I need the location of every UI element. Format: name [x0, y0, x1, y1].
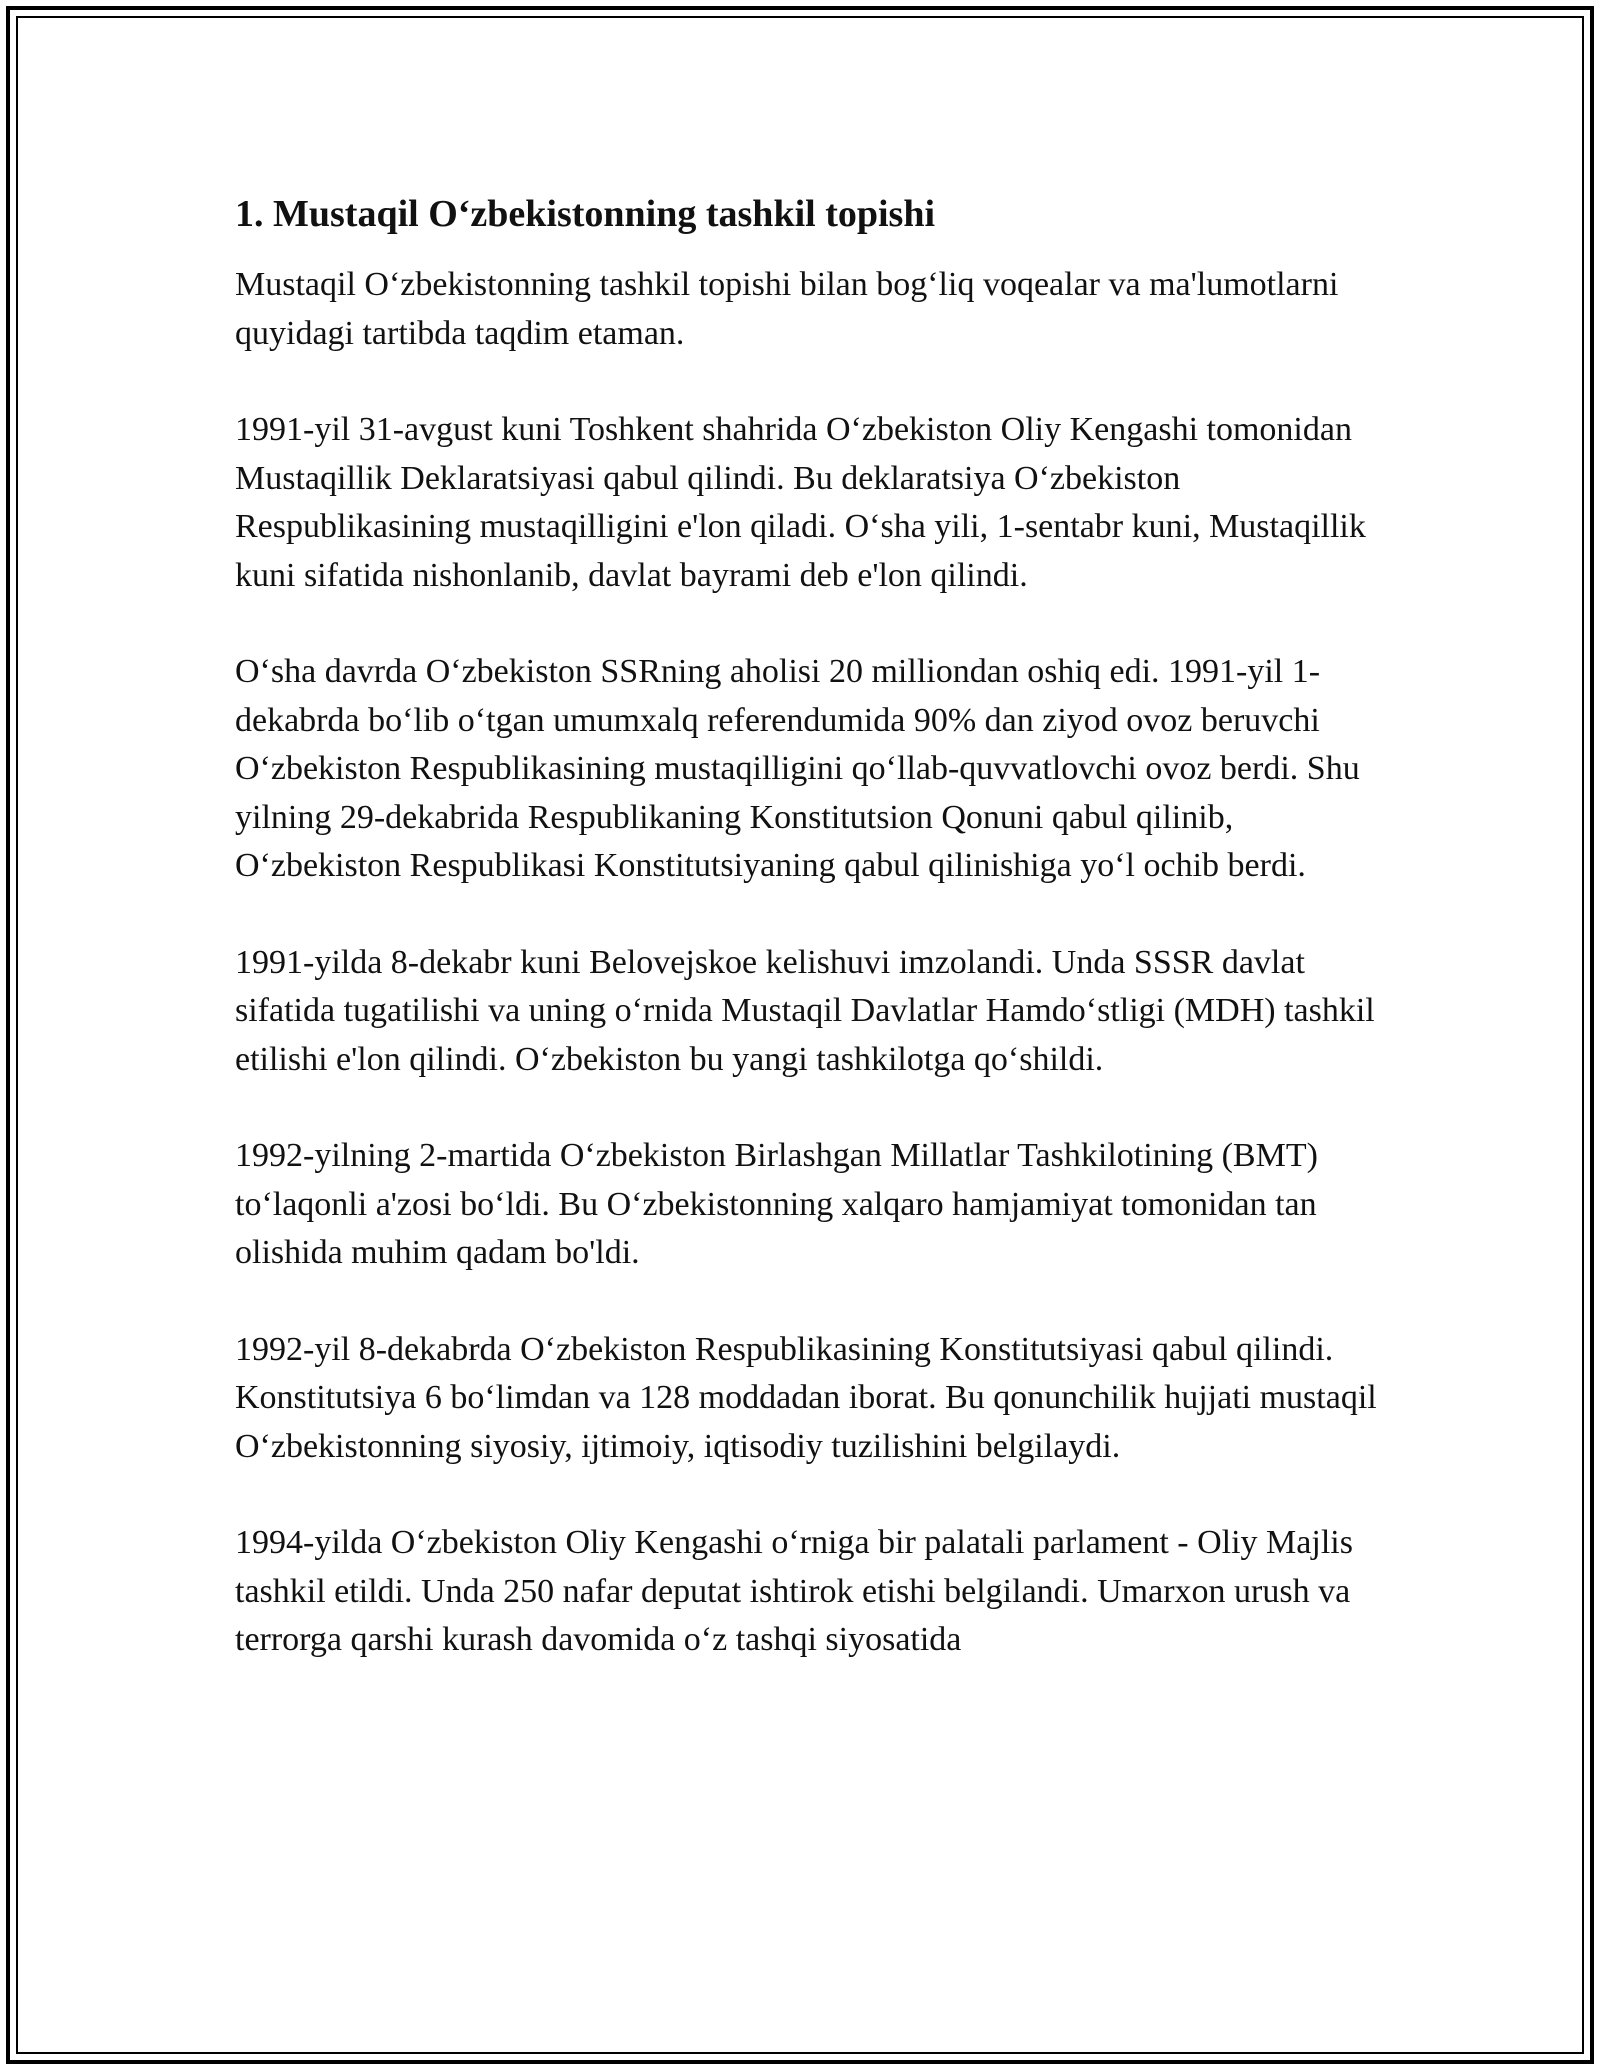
document-heading: 1. Mustaqil O‘zbekistonning tashkil topishi	[235, 193, 936, 235]
document-body	[235, 185, 1385, 1713]
paragraph-constitution: 1992-yil 8-dekabrda O‘zbekiston Respublikasining Konstitutsiyasi qabul qilindi. Konstitutsiya 6 bo‘limdan va 128 moddadan iborat. Bu qonunchilik hujjati mustaqil O‘zbekistonning siyosiy, ijtimoiy, iqtisodiy tuzilishini belgilaydi.	[235, 1330, 1377, 1465]
paragraph-intro: Mustaqil O‘zbekistonning tashkil topishi bilan bog‘liq voqealar va ma'lumotlarni quyidagi tartibda taqdim etaman.	[235, 266, 1339, 352]
paragraph-referendum: O‘sha davrda O‘zbekiston SSRning aholisi 20 milliondan oshiq edi. 1991-yil 1-dekabrda bo‘lib o‘tgan umumxalq referendumida 90% dan ziyod ovoz beruvchi O‘zbekiston Respublikasining mustaqilligini qo‘llab-quvvatlovchi ovoz berdi. Shu yilning 29-dekabrida Respublikaning Konstitutsion Qonuni qabul qilinib, O‘zbekiston Respublikasi Konstitutsiyaning qabul qilinishiga yo‘l ochib berdi.	[235, 653, 1360, 884]
paragraph-belovejskoe: 1991-yilda 8-dekabr kuni Belovejskoe kelishuvi imzolandi. Unda SSSR davlat sifatida tugatilishi va uning o‘rnida Mustaqil Davlatlar Hamdo‘stligi (MDH) tashkil etilishi e'lon qilindi. O‘zbekiston bu yangi tashkilotga qo‘shildi.	[235, 943, 1375, 1078]
paragraph-oliy-majlis: 1994-yilda O‘zbekiston Oliy Kengashi o‘rniga bir palatali parlament - Oliy Majlis tashkil etildi. Unda 250 nafar deputat ishtirok etishi belgilandi. Umarxon urush va terrorga qarshi kurash davomida o‘z tashqi siyosatida	[235, 1524, 1353, 1658]
paragraph-un-membership: 1992-yilning 2-martida O‘zbekiston Birlashgan Millatlar Tashkilotining (BMT) to‘laqonli a'zosi bo‘ldi. Bu O‘zbekistonning xalqaro hamjamiyat tomonidan tan olishida muhim qadam bo'ldi.	[235, 1137, 1318, 1271]
paragraph-declaration: 1991-yil 31-avgust kuni Toshkent shahrida O‘zbekiston Oliy Kengashi tomonidan Mustaqillik Deklaratsiyasi qabul qilindi. Bu deklaratsiya O‘zbekiston Respublikasining mustaqilligini e'lon qiladi. O‘sha yili, 1-sentabr kuni, Mustaqillik kuni sifatida nishonlanib, davlat bayrami deb e'lon qilindi.	[235, 411, 1366, 594]
